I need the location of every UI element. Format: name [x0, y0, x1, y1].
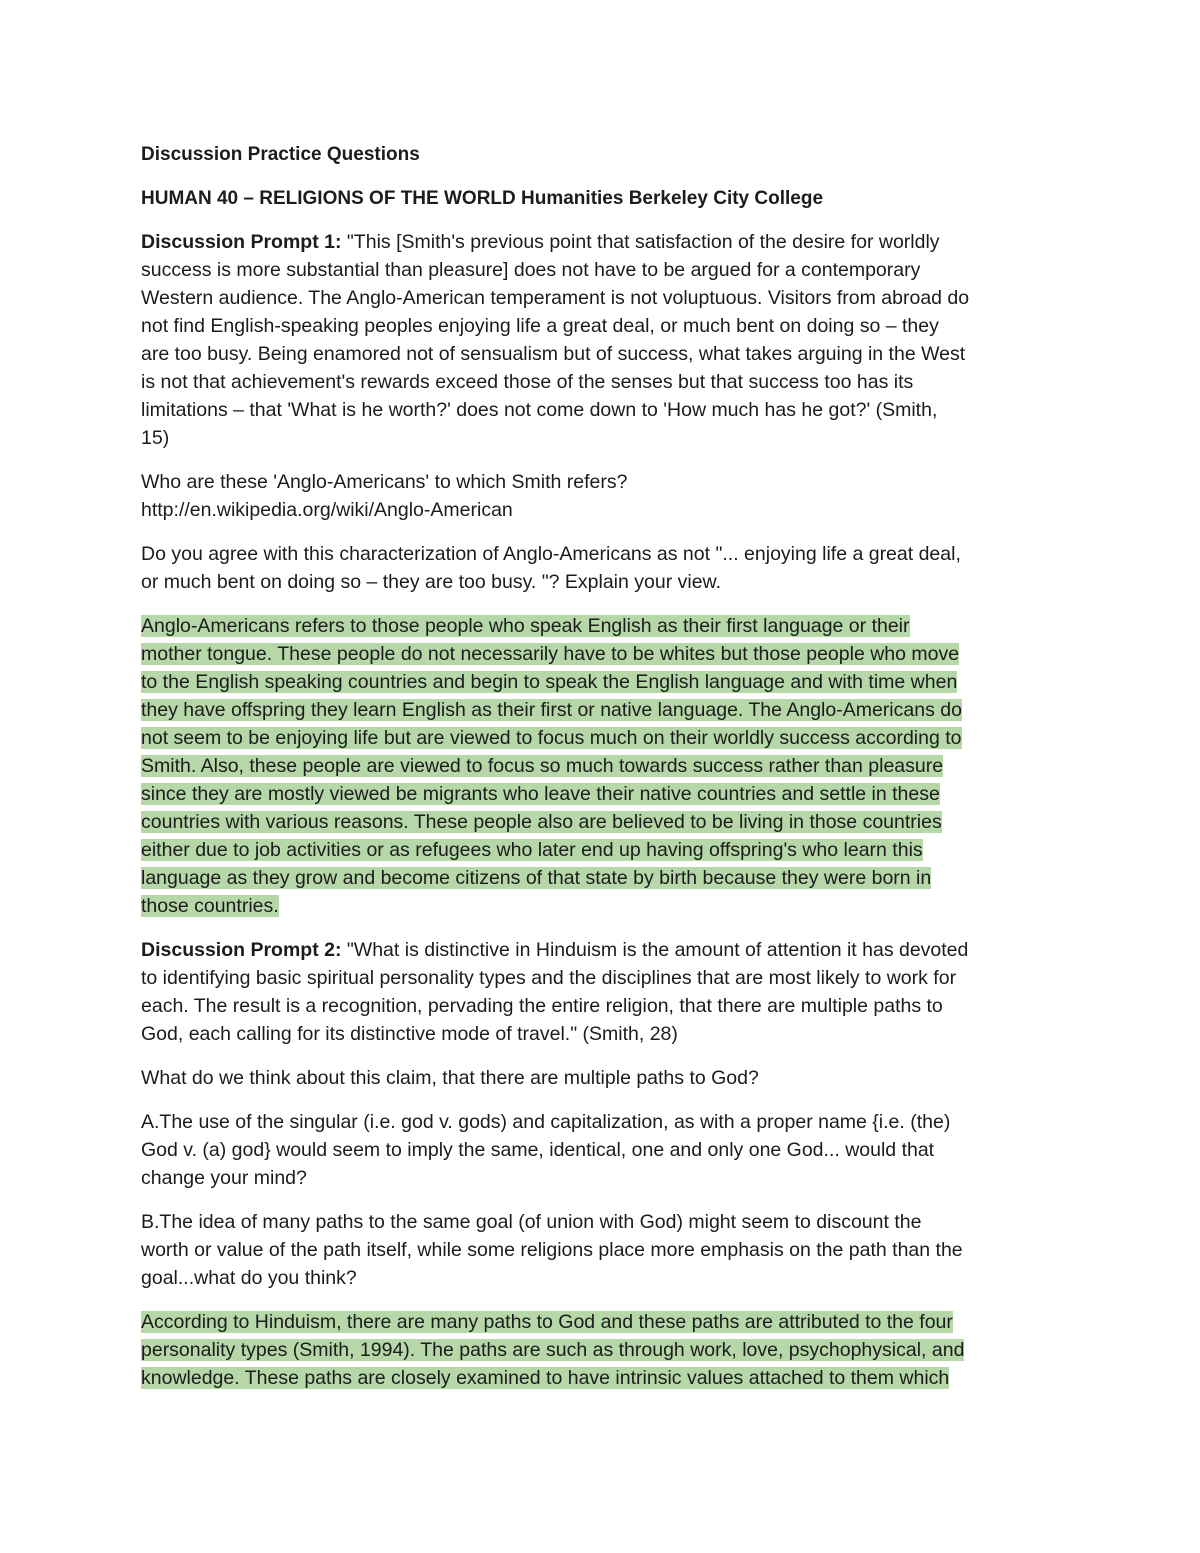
answer-2-line: According to Hinduism, there are many paths to God and these paths are attributed to the four [141, 1311, 953, 1333]
prompt-1-line: is not that achievement's rewards exceed those of the senses but that success too has its [141, 371, 914, 393]
answer-1-line: Anglo-Americans refers to those people who speak English as their first language or their [141, 615, 910, 637]
question-a-line: change your mind? [141, 1167, 307, 1189]
question-line: Who are these 'Anglo-Americans' to which Smith refers? [141, 471, 628, 493]
question-line: What do we think about this claim, that there are multiple paths to God? [141, 1067, 759, 1089]
prompt-2-label: Discussion Prompt 2: [141, 939, 342, 961]
answer-1-highlighted [141, 612, 1066, 920]
prompt-1-line: limitations – that 'What is he worth?' does not come down to 'How much has he got?' (Smith, [141, 399, 938, 421]
prompt-1-line: 15) [141, 427, 170, 449]
prompt-2-line: "What is distinctive in Hinduism is the amount of attention it has devoted [341, 939, 969, 961]
prompt-2-line: each. The result is a recognition, pervading the entire religion, that there are multiple paths to [141, 995, 943, 1017]
document-body [141, 142, 1066, 1392]
question-a-line: God v. (a) god} would seem to imply the same, identical, one and only one God... would that [141, 1139, 935, 1161]
question-b-line: B.The idea of many paths to the same goal (of union with God) might seem to discount the [141, 1211, 922, 1233]
question-b-line: goal...what do you think? [141, 1267, 357, 1289]
prompt-2-paragraph [141, 936, 1066, 1048]
prompt-2-line: to identifying basic spiritual personality types and the disciplines that are most likely to work for [141, 967, 957, 989]
question-b-line: worth or value of the path itself, while some religions place more emphasis on the path than the [141, 1239, 963, 1261]
question-anglo-americans [141, 468, 1066, 524]
answer-1-line: either due to job activities or as refugees who later end up having offspring's who learn this [141, 839, 923, 861]
prompt-1-line: success is more substantial than pleasure] does not have to be argued for a contemporary [141, 259, 921, 281]
prompt-1-line: not find English-speaking peoples enjoying life a great deal, or much bent on doing so – they [141, 315, 939, 337]
answer-1-line: since they are mostly viewed be migrants who leave their native countries and settle in these [141, 783, 940, 805]
question-b [141, 1208, 1066, 1292]
answer-1-line: Smith. Also, these people are viewed to focus so much towards success rather than pleasure [141, 755, 944, 777]
prompt-1-paragraph [141, 228, 1066, 452]
answer-1-line: not seem to be enjoying life but are viewed to focus much on their worldly success according to [141, 727, 962, 749]
wikipedia-link-text: http://en.wikipedia.org/wiki/Anglo-American [141, 499, 513, 521]
document-title: Discussion Practice Questions [141, 144, 420, 165]
question-line: or much bent on doing so – they are too busy. "? Explain your view. [141, 571, 721, 593]
question-line: Do you agree with this characterization of Anglo-Americans as not "... enjoying life a great deal, [141, 543, 961, 565]
prompt-1-label: Discussion Prompt 1: [141, 231, 342, 253]
answer-1-line: to the English speaking countries and begin to speak the English language and with time when [141, 671, 958, 693]
prompt-1-line: "This [Smith's previous point that satisfaction of the desire for worldly [341, 231, 940, 253]
question-a [141, 1108, 1066, 1192]
answer-1-line: countries with various reasons. These people also are believed to be living in those countries [141, 811, 942, 833]
answer-2-line: personality types (Smith, 1994). The paths are such as through work, love, psychophysical, and [141, 1339, 965, 1361]
answer-1-line: language as they grow and become citizens of that state by birth because they were born in [141, 867, 932, 889]
question-multiple-paths [141, 1064, 1066, 1092]
answer-2-highlighted [141, 1308, 1066, 1392]
question-a-line: A.The use of the singular (i.e. god v. gods) and capitalization, as with a proper name {i.e. (the) [141, 1111, 951, 1133]
answer-1-line: they have offspring they learn English as their first or native language. The Anglo-Americans do [141, 699, 962, 721]
answer-1-line: mother tongue. These people do not necessarily have to be whites but those people who move [141, 643, 960, 665]
course-heading: HUMAN 40 – RELIGIONS OF THE WORLD Humanities Berkeley City College [141, 188, 824, 209]
prompt-1-line: Western audience. The Anglo-American temperament is not voluptuous. Visitors from abroad do [141, 287, 970, 309]
answer-1-line: those countries. [141, 895, 279, 917]
question-characterization [141, 540, 1066, 596]
prompt-2-line: God, each calling for its distinctive mode of travel." (Smith, 28) [141, 1023, 678, 1045]
answer-2-line: knowledge. These paths are closely examined to have intrinsic values attached to them which [141, 1367, 950, 1389]
prompt-1-line: are too busy. Being enamored not of sensualism but of success, what takes arguing in the West [141, 343, 966, 365]
